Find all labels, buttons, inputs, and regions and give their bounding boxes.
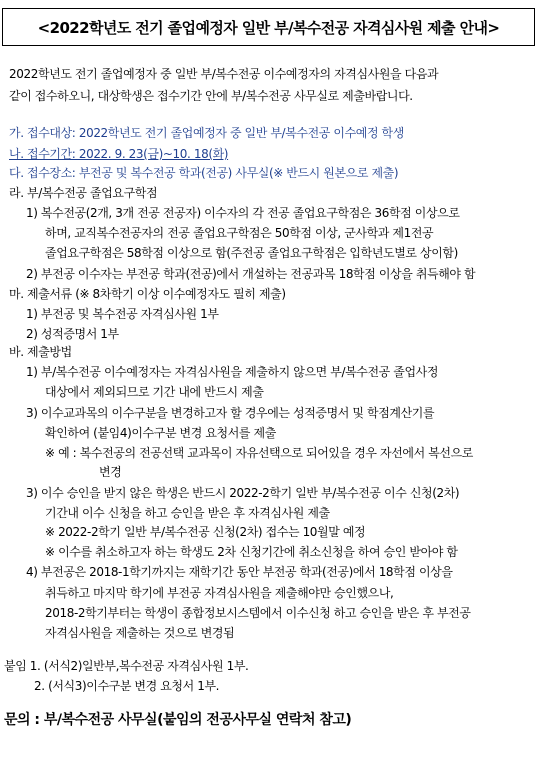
section-ma-heading: 마. 제출서류 (※ 8차학기 이상 이수예정자도 필히 제출) — [9, 287, 286, 301]
section-ba-note: ※ 이수를 취소하고자 하는 학생도 2차 신청기간에 취소신청을 하여 승인 받아야 함 — [45, 545, 458, 559]
section-ba-item: 자격심사원을 제출하는 것으로 변경됨 — [45, 626, 235, 640]
attachment-line-2: 2. (서식3)이수구분 변경 요청서 1부. — [34, 679, 220, 693]
section-na: 나. 접수기간: 2022. 9. 23(금)~10. 18(화) — [9, 147, 229, 161]
attachment-line-1: 붙임 1. (서식2)일반부,복수전공 자격심사원 1부. — [4, 659, 249, 673]
section-ra-heading: 라. 부/복수전공 졸업요구학점 — [9, 186, 158, 200]
contact-info: 문의 : 부/복수전공 사무실(붙임의 전공사무실 연락처 참고) — [4, 712, 352, 728]
section-ba-item: 기간내 이수 신청을 하고 승인을 받은 후 자격심사원 제출 — [45, 506, 330, 520]
section-ba-heading: 바. 제출방법 — [9, 345, 72, 359]
section-ba-item: 대상에서 제외되므로 기간 내에 반드시 제출 — [45, 385, 264, 399]
section-ra-item: 졸업요구학점은 58학점 이상으로 함(주전공 졸업요구학점은 입학년도별로 상이함) — [45, 246, 458, 260]
section-ba-item: 2018-2학기부터는 학생이 종합정보시스템에서 이수신청 하고 승인을 받은 후 부전공 — [45, 606, 471, 620]
intro-line-2: 같이 접수하오니, 대상학생은 접수기간 안에 부/복수전공 사무실로 제출바랍니다. — [9, 89, 413, 103]
notice-title-box — [2, 8, 535, 46]
section-ba-item: 4) 부전공은 2018-1학기까지는 재학기간 동안 부전공 학과(전공)에서 18학점 이상을 — [26, 565, 453, 579]
section-ba-item: 1) 부/복수전공 이수예정자는 자격심사원을 제출하지 않으면 부/복수전공 졸업사정 — [26, 365, 439, 379]
section-da: 다. 접수장소: 부전공 및 복수전공 학과(전공) 사무실(※ 반드시 원본으로 제출) — [9, 166, 399, 180]
section-ba-note: ※ 예 : 복수전공의 전공선택 교과목이 자유선택으로 되어있을 경우 자선에서 복선으로 — [45, 446, 473, 460]
intro-line-1: 2022학년도 전기 졸업예정자 중 일반 부/복수전공 이수예정자의 자격심사원을 다음과 — [9, 67, 439, 81]
notice-title: <2022학년도 전기 졸업예정자 일반 부/복수전공 자격심사원 제출 안내> — [37, 18, 500, 37]
section-ba-note: ※ 2022-2학기 일반 부/복수전공 신청(2차) 접수는 10월말 예정 — [45, 525, 366, 539]
section-ra-item: 1) 복수전공(2개, 3개 전공 전공자) 이수자의 각 전공 졸업요구학점은 36학점 이상으로 — [26, 206, 460, 220]
section-ba-note: 변경 — [99, 465, 122, 479]
section-ra-item: 하며, 교직복수전공자의 전공 졸업요구학점은 50학점 이상, 군사학과 제1전공 — [45, 226, 434, 240]
section-ga: 가. 접수대상: 2022학년도 전기 졸업예정자 중 일반 부/복수전공 이수예정 학생 — [9, 126, 404, 140]
section-ma-item: 1) 부전공 및 복수전공 자격심사원 1부 — [26, 307, 219, 321]
section-ba-item: 취득하고 마지막 학기에 부전공 자격심사원을 제출해야만 승인했으나, — [45, 586, 394, 600]
section-ra-item: 2) 부전공 이수자는 부전공 학과(전공)에서 개설하는 전공과목 18학점 이상을 취득해야 함 — [26, 267, 476, 281]
section-ma-item: 2) 성적증명서 1부 — [26, 327, 119, 341]
section-ba-item: 3) 이수교과목의 이수구분을 변경하고자 할 경우에는 성적증명서 및 학점계산기를 — [26, 406, 435, 420]
section-ba-item: 3) 이수 승인을 받지 않은 학생은 반드시 2022-2학기 일반 부/복수전공 이수 신청(2차) — [26, 486, 460, 500]
section-ba-item: 확인하여 (붙임4)이수구분 변경 요청서를 제출 — [45, 426, 276, 440]
